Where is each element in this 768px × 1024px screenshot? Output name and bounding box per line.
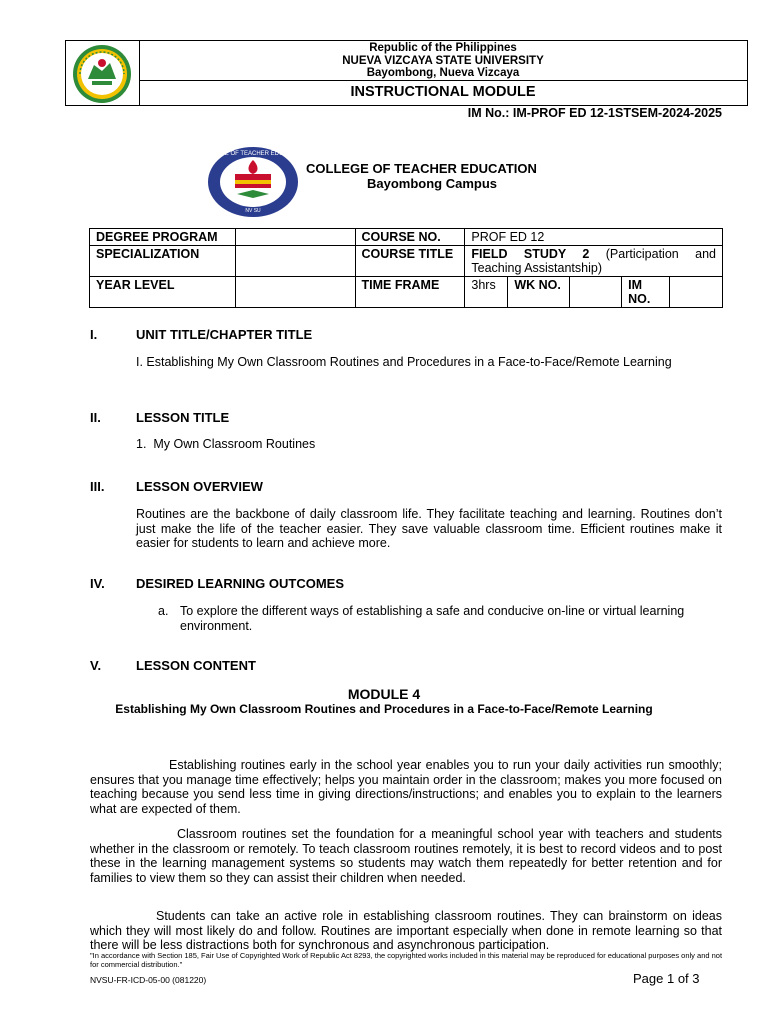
module-subheading: Establishing My Own Classroom Routines and Procedures in a Face-to-Face/Remote Learning (115, 702, 653, 716)
lesson-overview-body: Routines are the backbone of daily classroom life. They facilitate teaching and learning. Routines don’t just make the life of the teacher easier. They save valuable classroom time. Efficient routines make it easier for students to learn and achieve more. (136, 507, 722, 550)
copyright-footnote: "In accordance with Section 185, Fair Use of Copyrighted Work of Republic Act 8293, the copyrighted works included in this material may be reproduced for educational purposes only and not for commercial distribution." (90, 951, 723, 969)
republic-line: Republic of the Philippines (369, 42, 517, 54)
section-heading-lesson-overview (90, 479, 263, 494)
section-number: II. (90, 410, 101, 425)
specialization-label: SPECIALIZATION (90, 246, 236, 277)
section-title: LESSON OVERVIEW (136, 479, 263, 494)
table-row (90, 246, 723, 277)
section-number: IV. (90, 576, 105, 591)
course-title-value (465, 246, 723, 277)
year-level-label: YEAR LEVEL (90, 277, 236, 308)
section-heading-unit-title (90, 327, 312, 342)
form-code: NVSU-FR-ICD-05-00 (081220) (90, 975, 207, 985)
year-level-value (235, 277, 355, 308)
course-title-rest: (Participation and Teaching Assistantship) (471, 247, 716, 275)
course-no-value: PROF ED 12 (465, 229, 723, 246)
university-name: NUEVA VIZCAYA STATE UNIVERSITY (342, 54, 544, 67)
college-logo-small-text: NV SU (245, 208, 261, 214)
section-number: V. (90, 658, 102, 673)
wk-no-label: WK NO. (508, 277, 570, 308)
im-no-value (670, 277, 723, 308)
section-title: LESSON TITLE (136, 410, 230, 425)
outcome-item: To explore the different ways of establishing a safe and conducive on-line or virtual learning environment. (180, 604, 685, 633)
time-frame-value: 3hrs (465, 277, 508, 308)
college-logo-icon (200, 146, 306, 218)
im-number: IM No.: IM-PROF ED 12-1STSEM-2024-2025 (467, 106, 722, 120)
section-number: I. (90, 327, 98, 342)
course-title-bold: FIELD STUDY 2 (471, 247, 590, 261)
university-seal-cell (66, 41, 140, 106)
content-paragraph: Students can take an active role in establishing classroom routines. They can brainstorm on ideas which they will most likely do and follow. Routines are important especially when done in remote learning so that there will be less distractions both for synchronous and asynchronous participation. (90, 909, 722, 952)
course-info-table (89, 228, 723, 308)
outcome-marker: a. (158, 604, 169, 618)
module-subheading-wrap (0, 702, 768, 717)
degree-label: DEGREE PROGRAM (90, 229, 236, 246)
header-institution-block (139, 41, 747, 81)
campus-name: Bayombong Campus (367, 176, 498, 191)
unit-title-body: I. Establishing My Own Classroom Routines and Procedures in a Face-to-Face/Remote Learning (136, 355, 672, 369)
section-title: UNIT TITLE/CHAPTER TITLE (136, 327, 313, 342)
im-no-label: IM NO. (622, 277, 670, 308)
university-location: Bayombong, Nueva Vizcaya (366, 67, 520, 79)
content-paragraph: Classroom routines set the foundation for a meaningful school year with teachers and students whether in the classroom or remotely. To teach classroom routines remotely, it is best to record videos and to post these in the learning management systems so students may watch them repeatedly for better retention and for families to view them so they can assist their children when needed. (90, 827, 722, 885)
college-block (306, 161, 537, 191)
course-no-label: COURSE NO. (355, 229, 465, 246)
table-row (90, 229, 723, 246)
section-title: LESSON CONTENT (136, 658, 256, 673)
section-heading-learning-outcomes (90, 576, 344, 591)
module-heading: MODULE 4 (347, 686, 421, 702)
module-label: INSTRUCTIONAL MODULE (350, 84, 536, 100)
degree-value (235, 229, 355, 246)
wk-no-value (570, 277, 622, 308)
specialization-value (235, 246, 355, 277)
college-name: COLLEGE OF TEACHER EDUCATION (306, 161, 537, 176)
table-row (90, 277, 723, 308)
course-title-label: COURSE TITLE (355, 246, 465, 277)
section-heading-lesson-content (90, 658, 256, 673)
college-logo-text: COLLEGE OF TEACHER EDUCATION (200, 151, 306, 157)
content-paragraph: Establishing routines early in the school year enables you to run your daily activities run smoothly; ensures that you manage time effectively; helps you maintain order in the classroom; makes you more focused on teaching because you send less time in giving directions/instructions; and enables you to explain to the learners what are expected of them. (90, 758, 722, 816)
university-seal-icon (66, 41, 139, 106)
section-title: DESIRED LEARNING OUTCOMES (136, 576, 345, 591)
page-number: Page 1 of 3 (633, 971, 700, 986)
section-heading-lesson-title (90, 410, 229, 425)
document-header (65, 40, 748, 106)
section-number: III. (90, 479, 105, 494)
lesson-title-body: 1. My Own Classroom Routines (136, 437, 316, 451)
time-frame-label: TIME FRAME (355, 277, 465, 308)
